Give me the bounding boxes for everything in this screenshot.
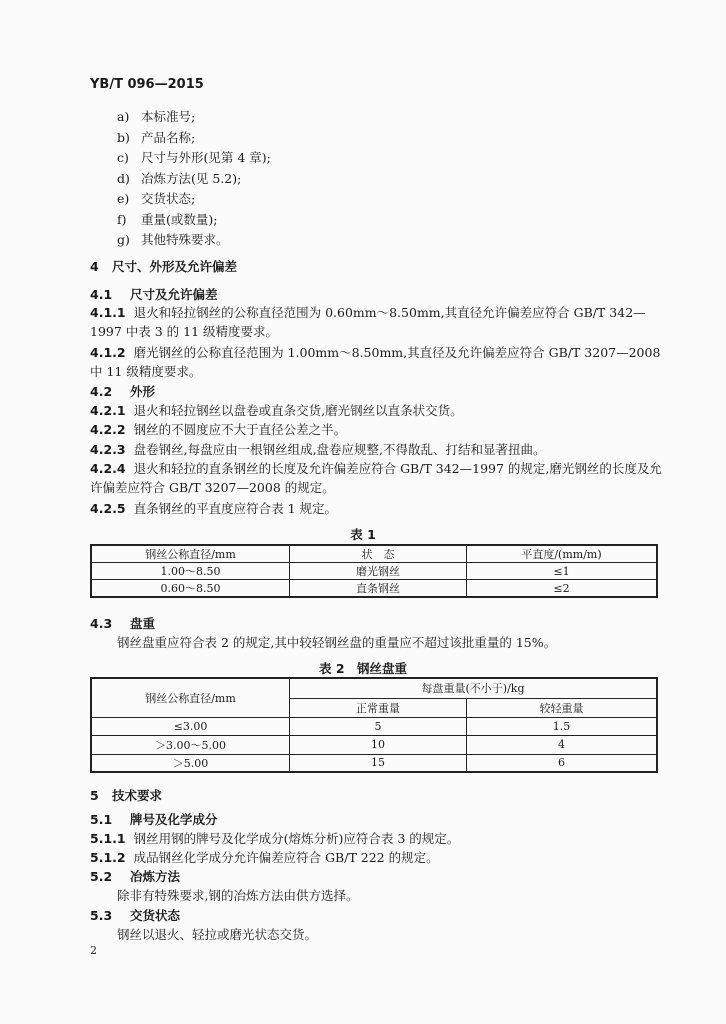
table-2-subheader: 正常重量 xyxy=(290,698,467,717)
table-2-cell: 5 xyxy=(290,717,467,735)
clause-5-1-1: 5.1.1 钢丝用钢的牌号及化学成分(熔炼分析)应符合表 3 的规定。 xyxy=(90,831,460,846)
section-4-1-heading: 4.1 尺寸及允许偏差 xyxy=(90,287,218,302)
clause-4-2-3: 4.2.3 盘卷钢丝,每盘应由一根钢丝组成,盘卷应规整,不得散乱、打结和显著扭曲。 xyxy=(90,442,546,457)
table-2 xyxy=(90,677,658,773)
table-2-cell: ＞5.00 xyxy=(91,754,290,772)
list-item: b) 产品名称; xyxy=(117,129,196,145)
table-1-cell: 磨光钢丝 xyxy=(290,563,467,580)
list-item: c) 尺寸与外形(见第 4 章); xyxy=(117,150,271,165)
table-1-header: 平直度/(mm/m) xyxy=(467,545,658,563)
clause-4-3-text: 钢丝盘重应符合表 2 的规定,其中较轻钢丝盘的重量应不超过该批重量的 15%。 xyxy=(117,635,557,650)
table-2-cell: 10 xyxy=(290,735,467,754)
table-1-cell: 0.60～8.50 xyxy=(91,580,290,598)
table-2-caption: 表 2 钢丝盘重 xyxy=(318,661,408,676)
section-4-2-heading: 4.2 外形 xyxy=(90,384,156,399)
list-item: d) 冶炼方法(见 5.2); xyxy=(117,170,242,186)
list-item: e) 交货状态; xyxy=(117,191,196,206)
page-number: 2 xyxy=(90,944,97,957)
table-2-cell: 4 xyxy=(467,735,658,754)
section-4-heading: 4 尺寸、外形及允许偏差 xyxy=(90,259,238,274)
clause-5-2-text: 除非有特殊要求,钢的冶炼方法由供方选择。 xyxy=(117,888,359,903)
clause-4-2-2: 4.2.2 钢丝的不圆度应不大于直径公差之半。 xyxy=(90,422,347,437)
table-2-group-header: 每盘重量(不小于)/kg xyxy=(290,678,658,698)
table-2-cell: 6 xyxy=(467,754,658,772)
clause-4-2-5: 4.2.5 直条钢丝的平直度应符合表 1 规定。 xyxy=(90,501,337,516)
clause-4-1-2: 4.1.2 磨光钢丝的公称直径范围为 1.00mm～8.50mm,其直径及允许偏差应符合 GB/T 3207—2008 中 11 级精度要求。 xyxy=(90,345,661,379)
document-header: YB/T 096—2015 xyxy=(90,77,204,92)
section-5-2-heading: 5.2 冶炼方法 xyxy=(90,869,181,884)
clause-5-3-text: 钢丝以退火、轻拉或磨光状态交货。 xyxy=(117,927,318,942)
section-5-heading: 5 技术要求 xyxy=(90,788,163,803)
table-1 xyxy=(90,544,658,598)
section-5-3-heading: 5.3 交货状态 xyxy=(90,908,181,923)
section-5-1-heading: 5.1 牌号及化学成分 xyxy=(90,812,218,827)
table-1-header: 状 态 xyxy=(290,545,467,563)
table-1-cell: 1.00～8.50 xyxy=(91,563,290,580)
list-item: f) 重量(或数量); xyxy=(117,211,218,227)
table-2-cell: 1.5 xyxy=(467,717,658,735)
list-item: g) 其他特殊要求。 xyxy=(117,232,229,247)
clause-4-2-4: 4.2.4 退火和轻拉的直条钢丝的长度及允许偏差应符合 GB/T 342—1997 的规定,磨光钢丝的长度及允许偏差应符合 GB/T 3207—2008 的规定。 xyxy=(90,461,662,495)
table-2-cell: 15 xyxy=(290,754,467,772)
table-1-header: 钢丝公称直径/mm xyxy=(91,545,290,563)
clause-4-2-1: 4.2.1 退火和轻拉钢丝以盘卷或直条交货,磨光钢丝以直条状交货。 xyxy=(90,403,463,418)
table-2-header: 钢丝公称直径/mm xyxy=(91,678,290,717)
table-1-cell: ≤2 xyxy=(467,580,658,598)
section-4-3-heading: 4.3 盘重 xyxy=(90,616,156,631)
table-2-cell: ＞3.00～5.00 xyxy=(91,735,290,754)
table-1-cell: ≤1 xyxy=(467,563,658,580)
table-2-subheader: 较轻重量 xyxy=(467,698,658,717)
list-item: a) 本标准号; xyxy=(117,109,196,124)
clause-4-1-1: 4.1.1 退火和轻拉钢丝的公称直径范围为 0.60mm～8.50mm,其直径允许偏差应符合 GB/T 342—1997 中表 3 的 11 级精度要求。 xyxy=(90,305,646,339)
clause-5-1-2: 5.1.2 成品钢丝化学成分允许偏差应符合 GB/T 222 的规定。 xyxy=(90,850,439,865)
table-1-caption: 表 1 xyxy=(350,527,376,542)
table-2-cell: ≤3.00 xyxy=(91,717,290,735)
table-1-cell: 直条钢丝 xyxy=(290,580,467,598)
